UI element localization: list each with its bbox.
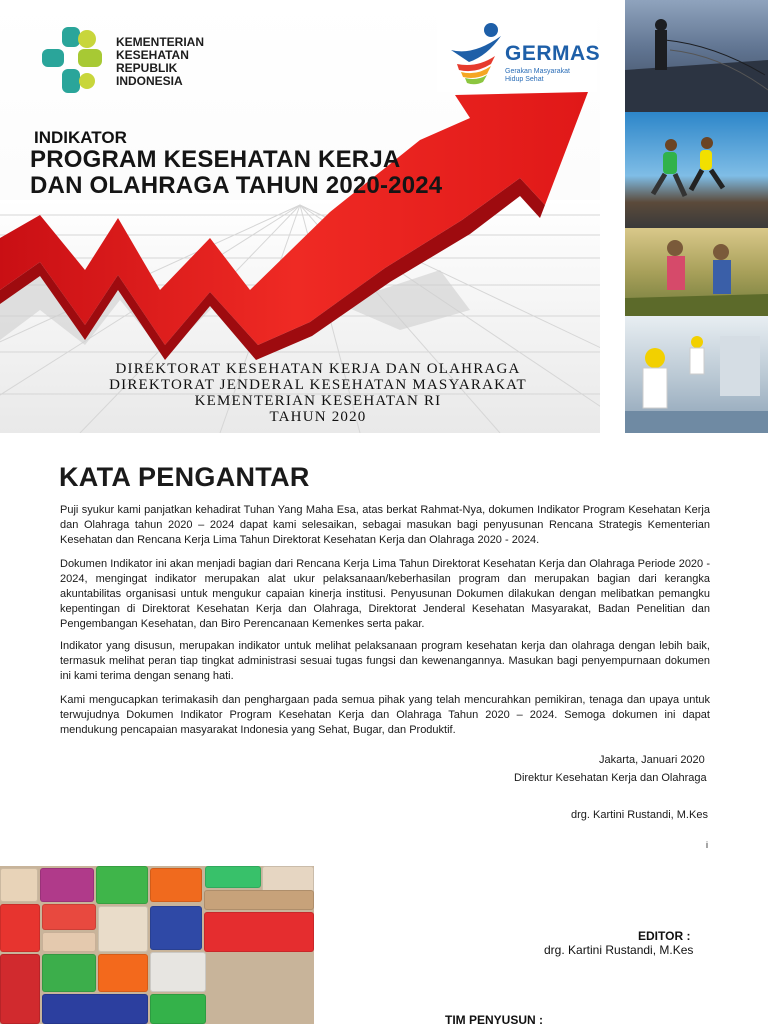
- preface-paragraph-4: Kami mengucapkan terimakasih dan penghargaan pada semua pihak yang telah mencurahkan pemikiran, tenaga dan upaya untuk terwujudnya Dokumen Indikator Program Kesehatan Kerja dan Olahraga Tahun 2020 – 2024. Semoga dokumen ini dapat mendukung pencapaian masyarakat Indonesia yang Sehat, Bugar, dan Produktif.: [60, 694, 710, 736]
- germas-figure-icon: [447, 20, 507, 90]
- editor-name: drg. Kartini Rustandi, M.Kes: [544, 943, 694, 957]
- page-number: i: [706, 840, 708, 850]
- cover-title-line-1: PROGRAM KESEHATAN KERJA: [30, 146, 401, 173]
- directorate-line-1: DIREKTORAT KESEHATAN KERJA DAN OLAHRAGA: [115, 361, 521, 377]
- editor-label: EDITOR :: [638, 929, 691, 943]
- germas-logo: [437, 14, 601, 92]
- kemenkes-line-2: KESEHATAN: [116, 48, 189, 62]
- cover-title-line-2: DAN OLAHRAGA TAHUN 2020-2024: [30, 172, 443, 199]
- photo-fisherman: [625, 0, 768, 112]
- kemenkes-line-1: KEMENTERIAN: [116, 35, 205, 49]
- directorate-line-4: TAHUN 2020: [269, 409, 367, 425]
- kemenkes-wordmark: [116, 36, 204, 88]
- cover-title-small: INDIKATOR: [34, 128, 127, 147]
- place-date: Jakarta, Januari 2020: [599, 754, 705, 766]
- photo-runners: [625, 112, 768, 228]
- germas-wordmark: GERMAS: [505, 42, 601, 65]
- colorful-blocks-image: [0, 866, 314, 1024]
- team-label: TIM PENYUSUN :: [445, 1013, 544, 1027]
- directorate-line-3: KEMENTERIAN KESEHATAN RI: [194, 393, 442, 409]
- kemenkes-logo: [40, 25, 220, 100]
- kemenkes-line-3: REPUBLIK: [116, 61, 178, 75]
- germas-tagline-line-1: Gerakan Masyarakat: [505, 68, 570, 75]
- cover-section: [0, 0, 768, 433]
- photo-farmers: [625, 228, 768, 316]
- preface-paragraph-1: Puji syukur kami panjatkan kehadirat Tuhan Yang Maha Esa, atas berkat Rahmat-Nya, dokumen Indikator Program Kesehatan Kerja dan Olahraga tahun 2020 – 2024 dapat kami selesaikan, sebagai masukan bagi penyusunan Rencana Strategis Kementerian Kesehatan dan Rencana Kerja Lima Tahun Direktorat Kesehatan Kerja dan Olahraga 2020 - 2024.: [60, 504, 710, 546]
- kemenkes-line-4: INDONESIA: [116, 74, 183, 88]
- germas-tagline-line-2: Hidup Sehat: [505, 76, 544, 83]
- kemenkes-emblem-icon: [40, 25, 110, 97]
- photo-factory-workers: [625, 316, 768, 433]
- preface-paragraph-2: Dokumen Indikator ini akan menjadi bagian dari Rencana Kerja Lima Tahun Direktorat Kesehatan Kerja dan Olahraga Periode 2020 - 2024, mengingat indikator merupakan alat ukur pelaksanaan/keberhasilan program dan merupakan bagian dari kerangka akuntabilitas organisasi untuk mengukur capaian kinerja institusi. Penyusunan Dokumen dilakukan dengan melibatkan pemangku kepentingan di Direktorat Kesehatan Kerja dan Olahraga, Direktorat Jenderal Kesehatan Masyarakat, Badan Penelitian dan Pengembangan Kesehatan, dan Biro Perencanaan Kemenkes serta pakar.: [60, 558, 710, 630]
- signer-title: Direktur Kesehatan Kerja dan Olahraga: [514, 772, 707, 784]
- signer-name: drg. Kartini Rustandi, M.Kes: [571, 809, 708, 821]
- germas-tagline: [505, 68, 570, 84]
- preface-paragraph-3: Indikator yang disusun, merupakan indikator untuk melihat pelaksanaan program kesehatan kerja dan olahraga dengan lebih baik, termasuk melihat peran tiap tingkat administrasi sesuai tugas fungsi dan kewenangannya. Masukan bagi penyempurnaan dokumen ini kami terima dengan senang hati.: [60, 640, 710, 682]
- directorate-line-2: DIREKTORAT JENDERAL KESEHATAN MASYARAKAT: [109, 377, 527, 393]
- preface-heading: KATA PENGANTAR: [59, 462, 310, 492]
